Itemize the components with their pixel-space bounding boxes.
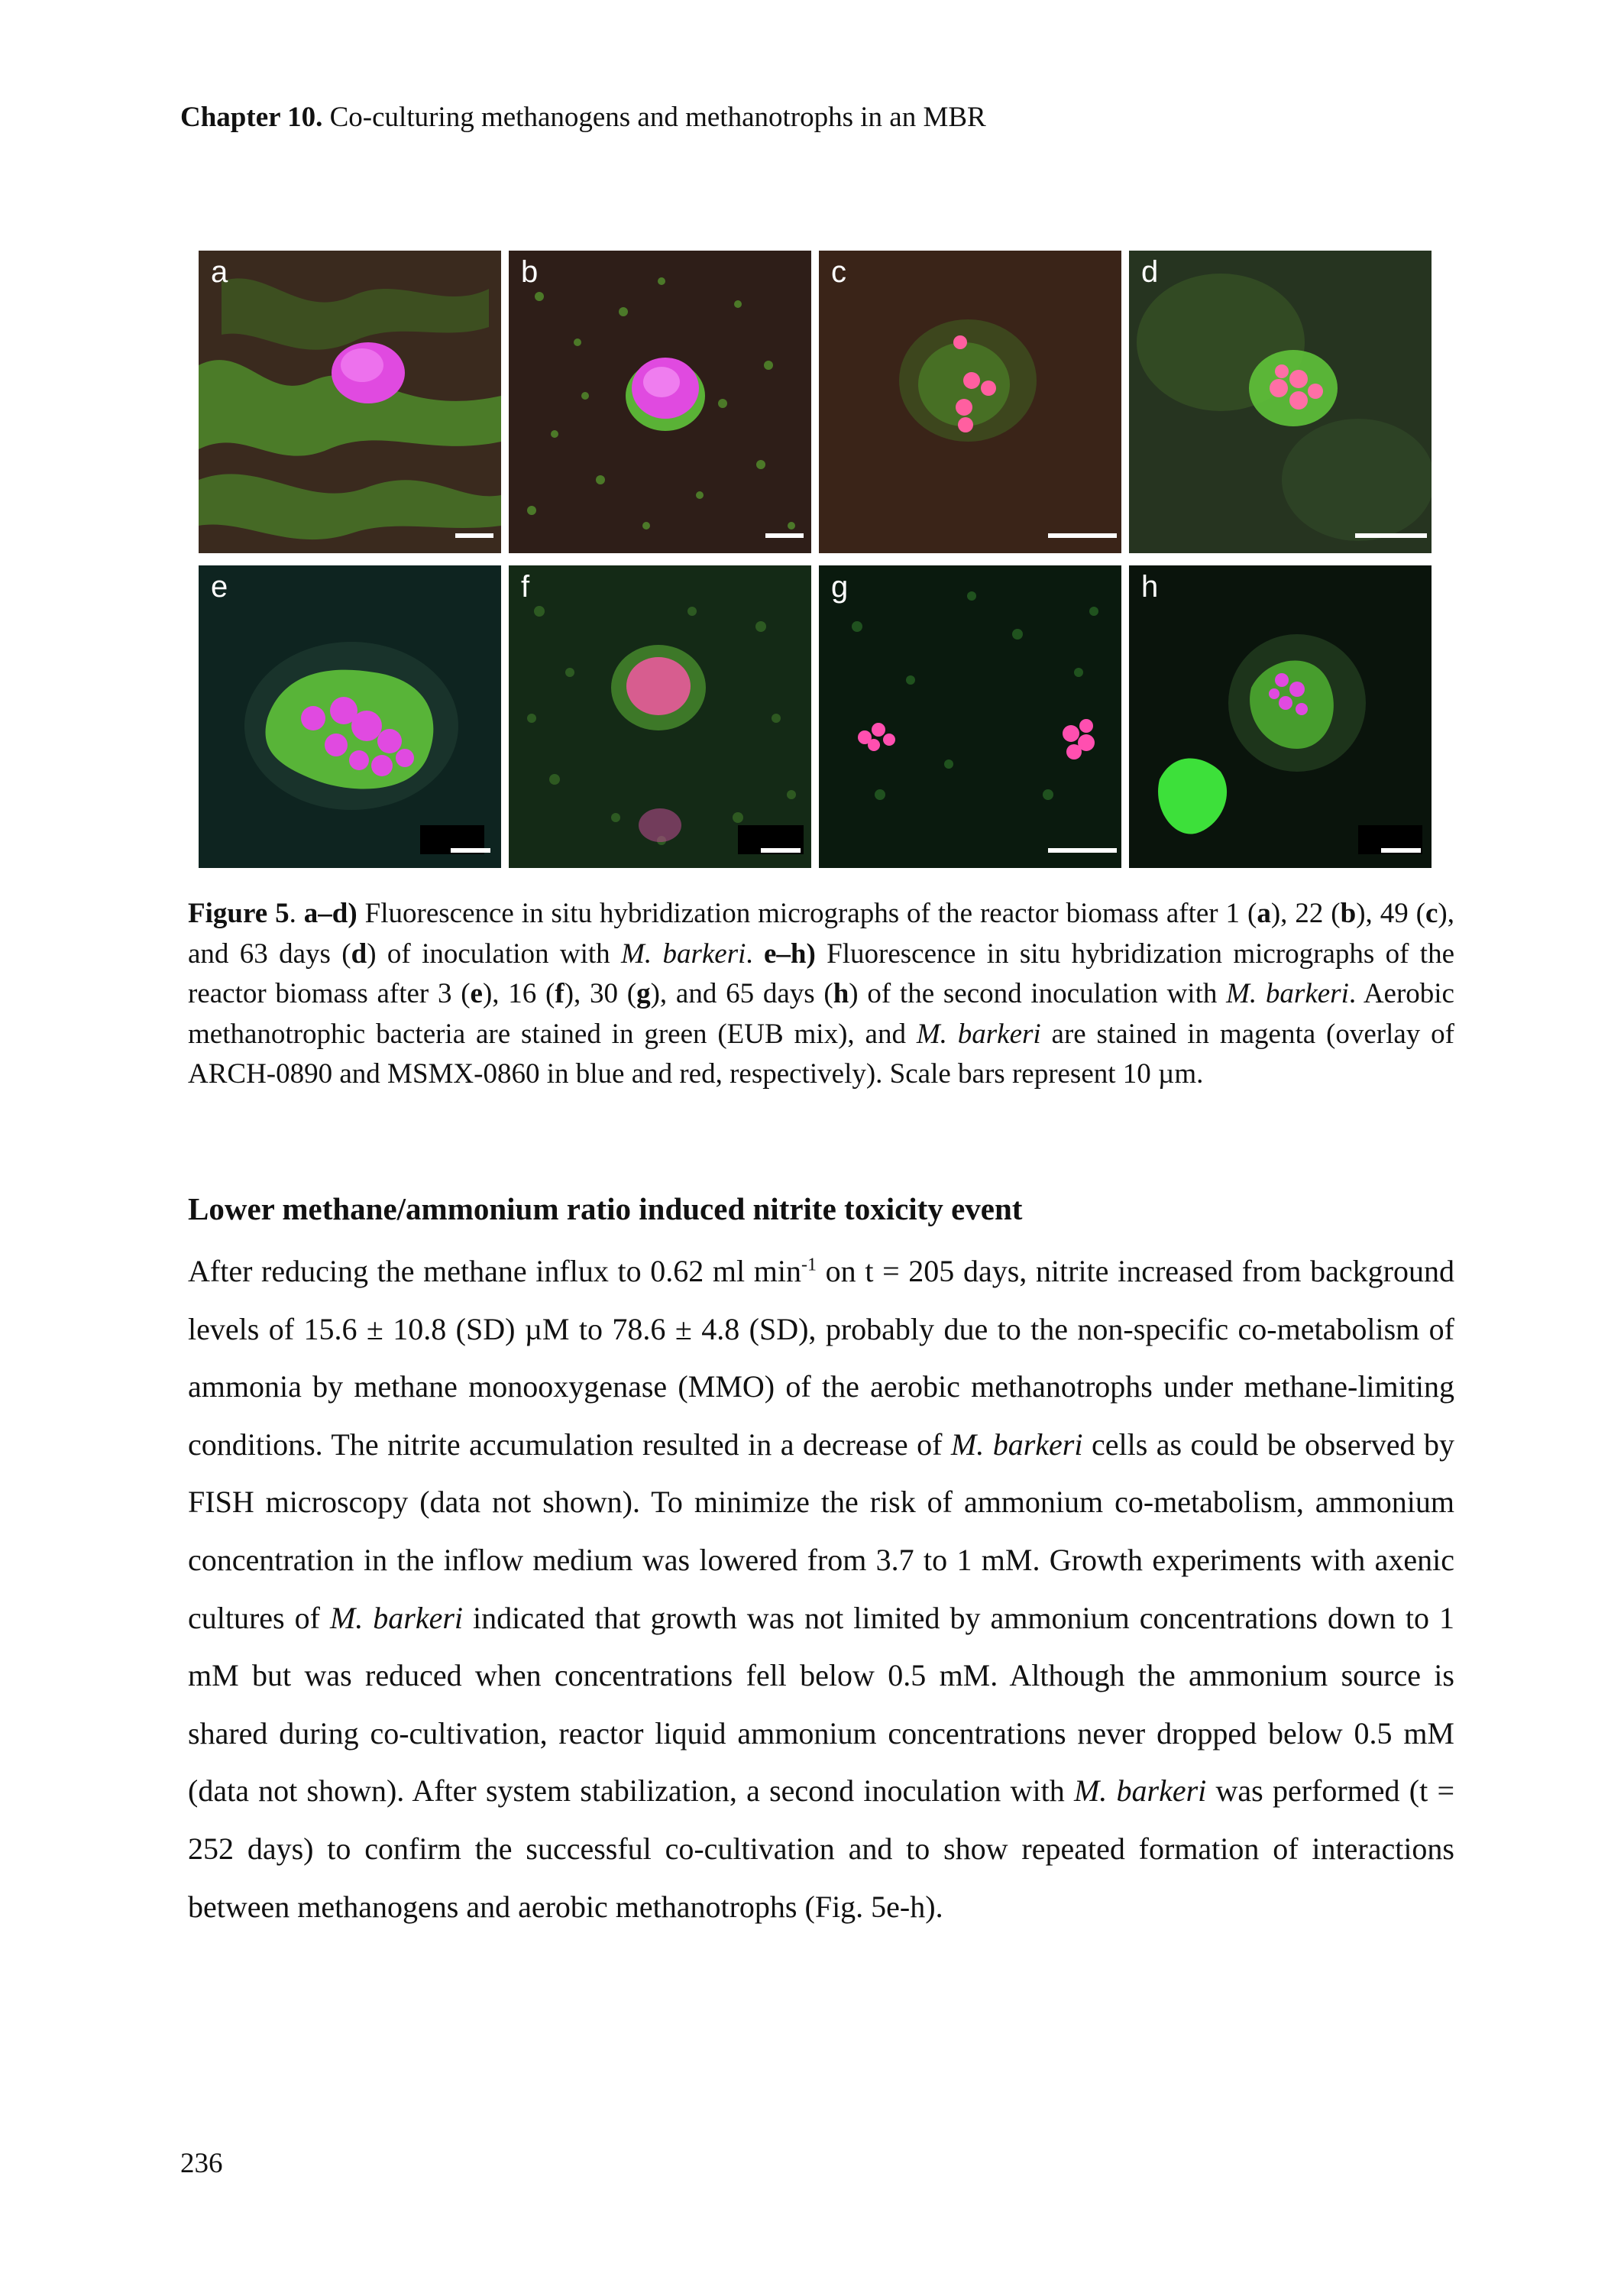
panel-label-g: g [831,570,849,604]
micrograph-h-image [1129,565,1432,868]
micrograph-panel-e [199,565,501,868]
species-name: M. barkeri [1226,978,1349,1009]
chapter-label: Chapter 10. [180,102,323,133]
scale-bar [1355,533,1427,538]
caption-text: ), and 65 days ( [650,978,833,1009]
micrograph-c-image [819,251,1121,553]
page-number: 236 [180,2148,223,2179]
caption-text: Fluorescence in situ hybridization micrographs of the reactor biomass after 1 ( [357,898,1257,929]
figure-label: Figure 5 [188,898,290,929]
chapter-title: Co-culturing methanogens and methanotrophs in an MBR [329,102,986,133]
panel-background [819,565,1121,868]
caption-ref: b [1340,898,1357,929]
caption-text: ), 49 ( [1356,898,1425,929]
micrograph-panel-a [199,251,501,553]
panel-label-h: h [1141,570,1159,604]
panel-label-f: f [521,570,530,604]
micrograph-panel-g [819,565,1121,868]
micrograph-panel-c [819,251,1121,553]
body-text: indicated that growth was not limited by ammonium concentrations down to 1 mM but was reduced when concentrations fell below 0.5 mM. Although the ammonium source is shared during co-cultivation, reactor liquid ammonium concentrations never dropped below 0.5 mM (data not shown). After system stabilization, a second inoculation with [188,1600,1454,1809]
micrograph-panel-d [1129,251,1432,553]
caption-ref: e [470,978,483,1009]
panel-label-c: c [831,255,846,289]
caption-ref: h [833,978,849,1009]
running-header [180,101,986,134]
species-name: M. barkeri [621,938,746,970]
caption-text: ), 30 ( [564,978,637,1009]
micrograph-panel-b [509,251,811,553]
green-halo [1249,350,1338,426]
caption-ref: c [1425,898,1438,929]
caption-text: ), 22 ( [1270,898,1341,929]
scale-bar [765,533,804,538]
pink-aggregate [639,808,681,842]
caption-text: ), and 63 days ( [188,898,1454,970]
micrograph-panel-h [1129,565,1432,868]
scale-bar [451,848,490,853]
figure-5 [199,251,1435,874]
section-heading: Lower methane/ammonium ratio induced nitrite toxicity event [188,1191,1023,1226]
panel-label-a: a [211,255,228,289]
panel-label-b: b [521,255,539,289]
caption-ref: d [351,938,367,970]
superscript: -1 [801,1255,817,1275]
micrograph-f-image [509,565,811,868]
caption-ref: g [636,978,651,1009]
micrograph-b-image [509,251,811,553]
micrograph-a-image [199,251,501,553]
magenta-aggregate-core [643,367,680,397]
caption-text: are stained in magenta (overlay of ARCH-0890 and MSMX-0860 in blue and red, respectively). Scale bars represent 10 µm. [188,1018,1454,1090]
panel-label-e: e [211,570,228,604]
scale-bar [455,533,493,538]
magenta-aggregate-core [341,348,383,382]
scale-bar [1381,848,1421,853]
micrograph-panel-f [509,565,811,868]
caption-text: ) of inoculation with [367,938,622,970]
caption-text: . Aerobic methanotrophic bacteria are stained in green (EUB mix), and [188,978,1454,1050]
green-haze [1282,419,1432,541]
scale-bar [1048,848,1117,853]
caption-text: ), 16 ( [482,978,555,1009]
caption-ref: f [555,978,565,1009]
pink-aggregate [626,657,691,715]
species-name: M. barkeri [916,1018,1041,1050]
caption-text: Fluorescence in situ hybridization micrographs of the reactor biomass after 3 ( [188,938,1454,1009]
caption-part1-label: a–d) [303,898,357,929]
micrograph-g-image [819,565,1121,868]
body-text: After reducing the methane influx to 0.62 ml min [188,1254,802,1288]
body-text: cells as could be observed by FISH microscopy (data not shown). To minimize the risk of ammonium co-metabolism, ammonium concentration in the inflow medium was lowered from 3.7 to 1 mM. Growth experiments with axenic cultures of [188,1427,1455,1635]
micrograph-e-image [199,565,501,868]
caption-ref: a [1257,898,1271,929]
scale-bar [1048,533,1117,538]
species-name: M. barkeri [950,1427,1083,1462]
species-name: M. barkeri [329,1600,464,1635]
panel-label-d: d [1141,255,1159,289]
scale-bar [761,848,801,853]
body-text: on t = 205 days, nitrite increased from background levels of 15.6 ± 10.8 (SD) µM to 78.6 ± 4.8 (SD), probably due to the non-specific co-metabolism of ammonia by methane monooxygenase (MMO) of the aerobic methanotrophs under methane-limiting conditions. The nitrite accumulation resulted in a decrease of [188,1254,1454,1462]
body-paragraph [188,1242,1454,1935]
caption-text: ) of the second inoculation with [849,978,1227,1009]
body-text: was performed (t = 252 days) to confirm the successful co-cultivation and to show repeated formation of interactions between methanogens and aerobic methanotrophs (Fig. 5e-h). [188,1773,1455,1924]
figure-caption: Figure 5. a–d) Fluorescence in situ hybridization micrographs of the reactor biomass after 1 (a), 22 (b), 49 (c), and 63 days (d) of inoculation with M. barkeri. e–h) Fluorescence in situ hybridization micrographs of the reactor biomass after 3 (e), 16 (f), 30 (g), and 65 days (h) of the second inoculation with M. barkeri. Aerobic methanotrophic bacteria are stained in green (EUB mix), and M. barkeri are stained in magenta (overlay of ARCH-0890 and MSMX-0860 in blue and red, respectively). Scale bars represent 10 µm. [188,898,1454,1090]
caption-part2-label: e–h) [764,938,816,970]
species-name: M. barkeri [1073,1773,1207,1809]
micrograph-d-image [1129,251,1432,553]
